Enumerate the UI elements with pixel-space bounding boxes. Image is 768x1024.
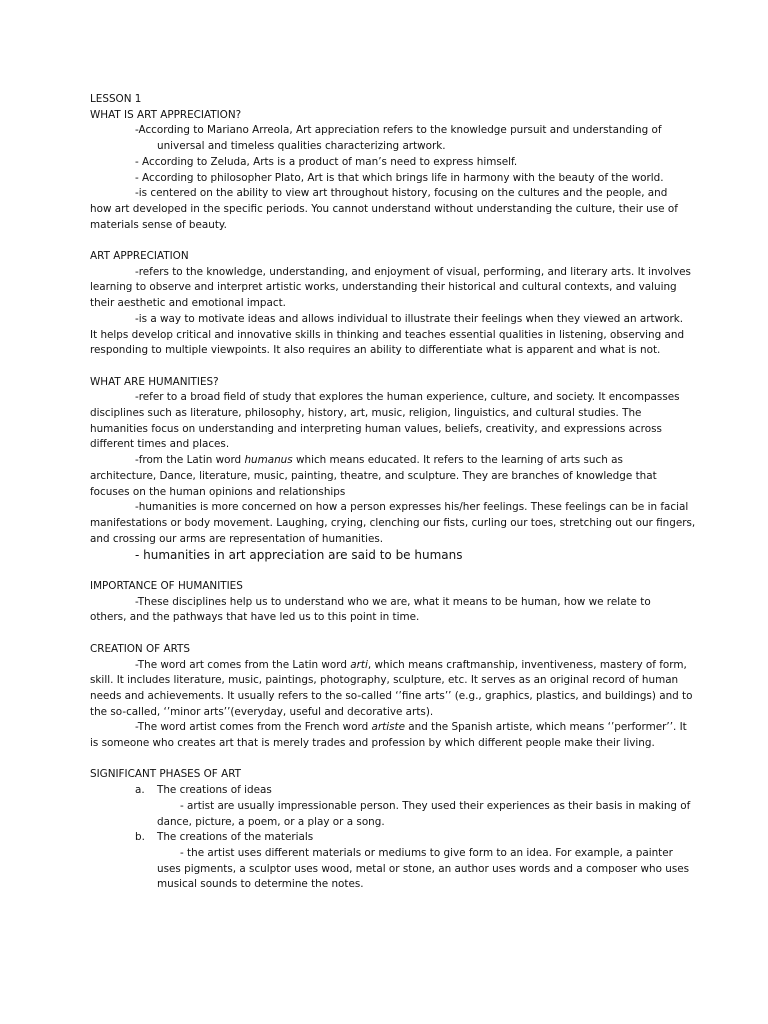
list-marker: a. [135,784,145,797]
paragraph-line [90,720,687,736]
paragraph-line: others, and the pathways that have led us to this point in time. [90,611,420,624]
paragraph-line [90,453,678,469]
paragraph-line: architecture, Dance, literature, music, painting, theatre, and sculpture. They are branches of knowledge that [90,469,657,482]
paragraph-line: humanities focus on understanding and interpreting human values, beliefs, creativity, and expressions across [90,422,662,435]
text-run: and the Spanish artiste, which means ‘’performer’’. It [404,721,687,734]
blank-line [90,359,678,375]
lesson-label: LESSON 1 [90,93,142,105]
list-item-a [90,783,678,799]
paragraph-line: disciplines such as literature, philosophy, history, art, music, religion, linguistics, and cultural studies. The [90,407,642,420]
paragraph-line: the so-called, ‘’minor arts’’(everyday, useful and decorative arts). [90,705,434,718]
paragraph-line: responding to multiple viewpoints. It also requires an ability to differentiate what is apparent and what is not. [90,344,661,357]
paragraph-line: skill. It includes literature, music, paintings, photography, sculpture, etc. It serves as an original record of human [90,674,679,687]
paragraph-line: universal and timeless qualities characterizing artwork. [157,140,446,153]
list-marker: b. [135,831,145,844]
paragraph-line: uses pigments, a sculptor uses wood, metal or stone, an author uses words and a composer who uses [157,862,690,875]
paragraph-line: -These disciplines help us to understand who we are, what it means to be human, how we relate to [135,595,651,608]
paragraph-line: -refers to the knowledge, understanding, and enjoyment of visual, performing, and literary arts. It involves [135,265,691,278]
blank-line [90,752,678,768]
section-heading-creation-of-arts: CREATION OF ARTS [90,642,190,655]
paragraph-line: It helps develop critical and innovative skills in thinking and teaches essential qualities in listening, observing and [90,328,685,341]
blank-line [90,233,678,249]
paragraph-line: how art developed in the specific periods. You cannot understand without understanding the culture, their use of [90,202,678,215]
list-item-b [90,830,678,846]
section-heading-importance-of-humanities: IMPORTANCE OF HUMANITIES [90,580,243,593]
paragraph-line-emphasis: - humanities in art appreciation are said to be humans [135,548,463,563]
section-heading-what-is-art-appreciation: WHAT IS ART APPRECIATION? [90,108,242,121]
text-run: -The word art comes from the Latin word [135,658,351,671]
section-heading-art-appreciation: ART APPRECIATION [90,250,189,263]
paragraph-line: materials sense of beauty. [90,218,227,231]
italic-term: humanus [244,454,293,467]
text-run: , which means craftmanship, inventiveness, mastery of form, [367,658,687,671]
paragraph-line: -refer to a broad field of study that explores the human experience, culture, and society. It encompasses [135,391,680,404]
section-heading-what-are-humanities: WHAT ARE HUMANITIES? [90,375,219,388]
list-item-title: The creations of ideas [157,784,272,797]
paragraph-line: -humanities is more concerned on how a person expresses his/her feelings. These feelings can be in facial [135,501,689,514]
italic-term: arti [350,658,368,671]
paragraph-line: focuses on the human opinions and relationships [90,485,346,498]
paragraph-line: and crossing our arms are representation of humanities. [90,532,384,545]
paragraph-line: - According to Zeluda, Arts is a product of man’s need to express himself. [135,155,518,168]
text-run: -from the Latin word [135,454,245,467]
paragraph-line: needs and achievements. It usually refers to the so-called ‘’fine arts’’ (e.g., graphics, plastics, and buildings) and to [90,689,693,702]
blank-line [90,563,678,579]
paragraph-line: learning to observe and interpret artistic works, understanding their historical and cultural contexts, and valuing [90,281,677,294]
text-run: which means educated. It refers to the learning of arts such as [292,454,623,467]
paragraph-line: different times and places. [90,438,230,451]
section-heading-significant-phases-of-art: SIGNIFICANT PHASES OF ART [90,768,241,781]
paragraph-line: their aesthetic and emotional impact. [90,297,286,310]
paragraph-line: musical sounds to determine the notes. [157,878,364,891]
paragraph-line [90,658,687,674]
paragraph-line: manifestations or body movement. Laughing, crying, clenching our fists, curling our toes, stretching out our fingers, [90,516,696,529]
paragraph-line: -is a way to motivate ideas and allows individual to illustrate their feelings when they viewed an artwork. [135,312,684,325]
paragraph-line: - the artist uses different materials or mediums to give form to an idea. For example, a painter [180,846,673,859]
paragraph-line: - According to philosopher Plato, Art is that which brings life in harmony with the beauty of the world. [135,171,664,184]
paragraph-line: -is centered on the ability to view art throughout history, focusing on the cultures and the people, and [135,187,668,200]
paragraph-line: -According to Mariano Arreola, Art appreciation refers to the knowledge pursuit and understanding of [135,124,662,137]
blank-line [90,626,678,642]
paragraph-line: dance, picture, a poem, or a play or a song. [157,815,385,828]
list-item-title: The creations of the materials [157,831,314,844]
italic-term: artiste [371,721,405,734]
text-run: -The word artist comes from the French word [135,721,372,734]
paragraph-line: is someone who creates art that is merely trades and profession by which different people make their living. [90,737,655,750]
paragraph-line: - artist are usually impressionable person. They used their experiences as their basis in making of [180,799,691,812]
